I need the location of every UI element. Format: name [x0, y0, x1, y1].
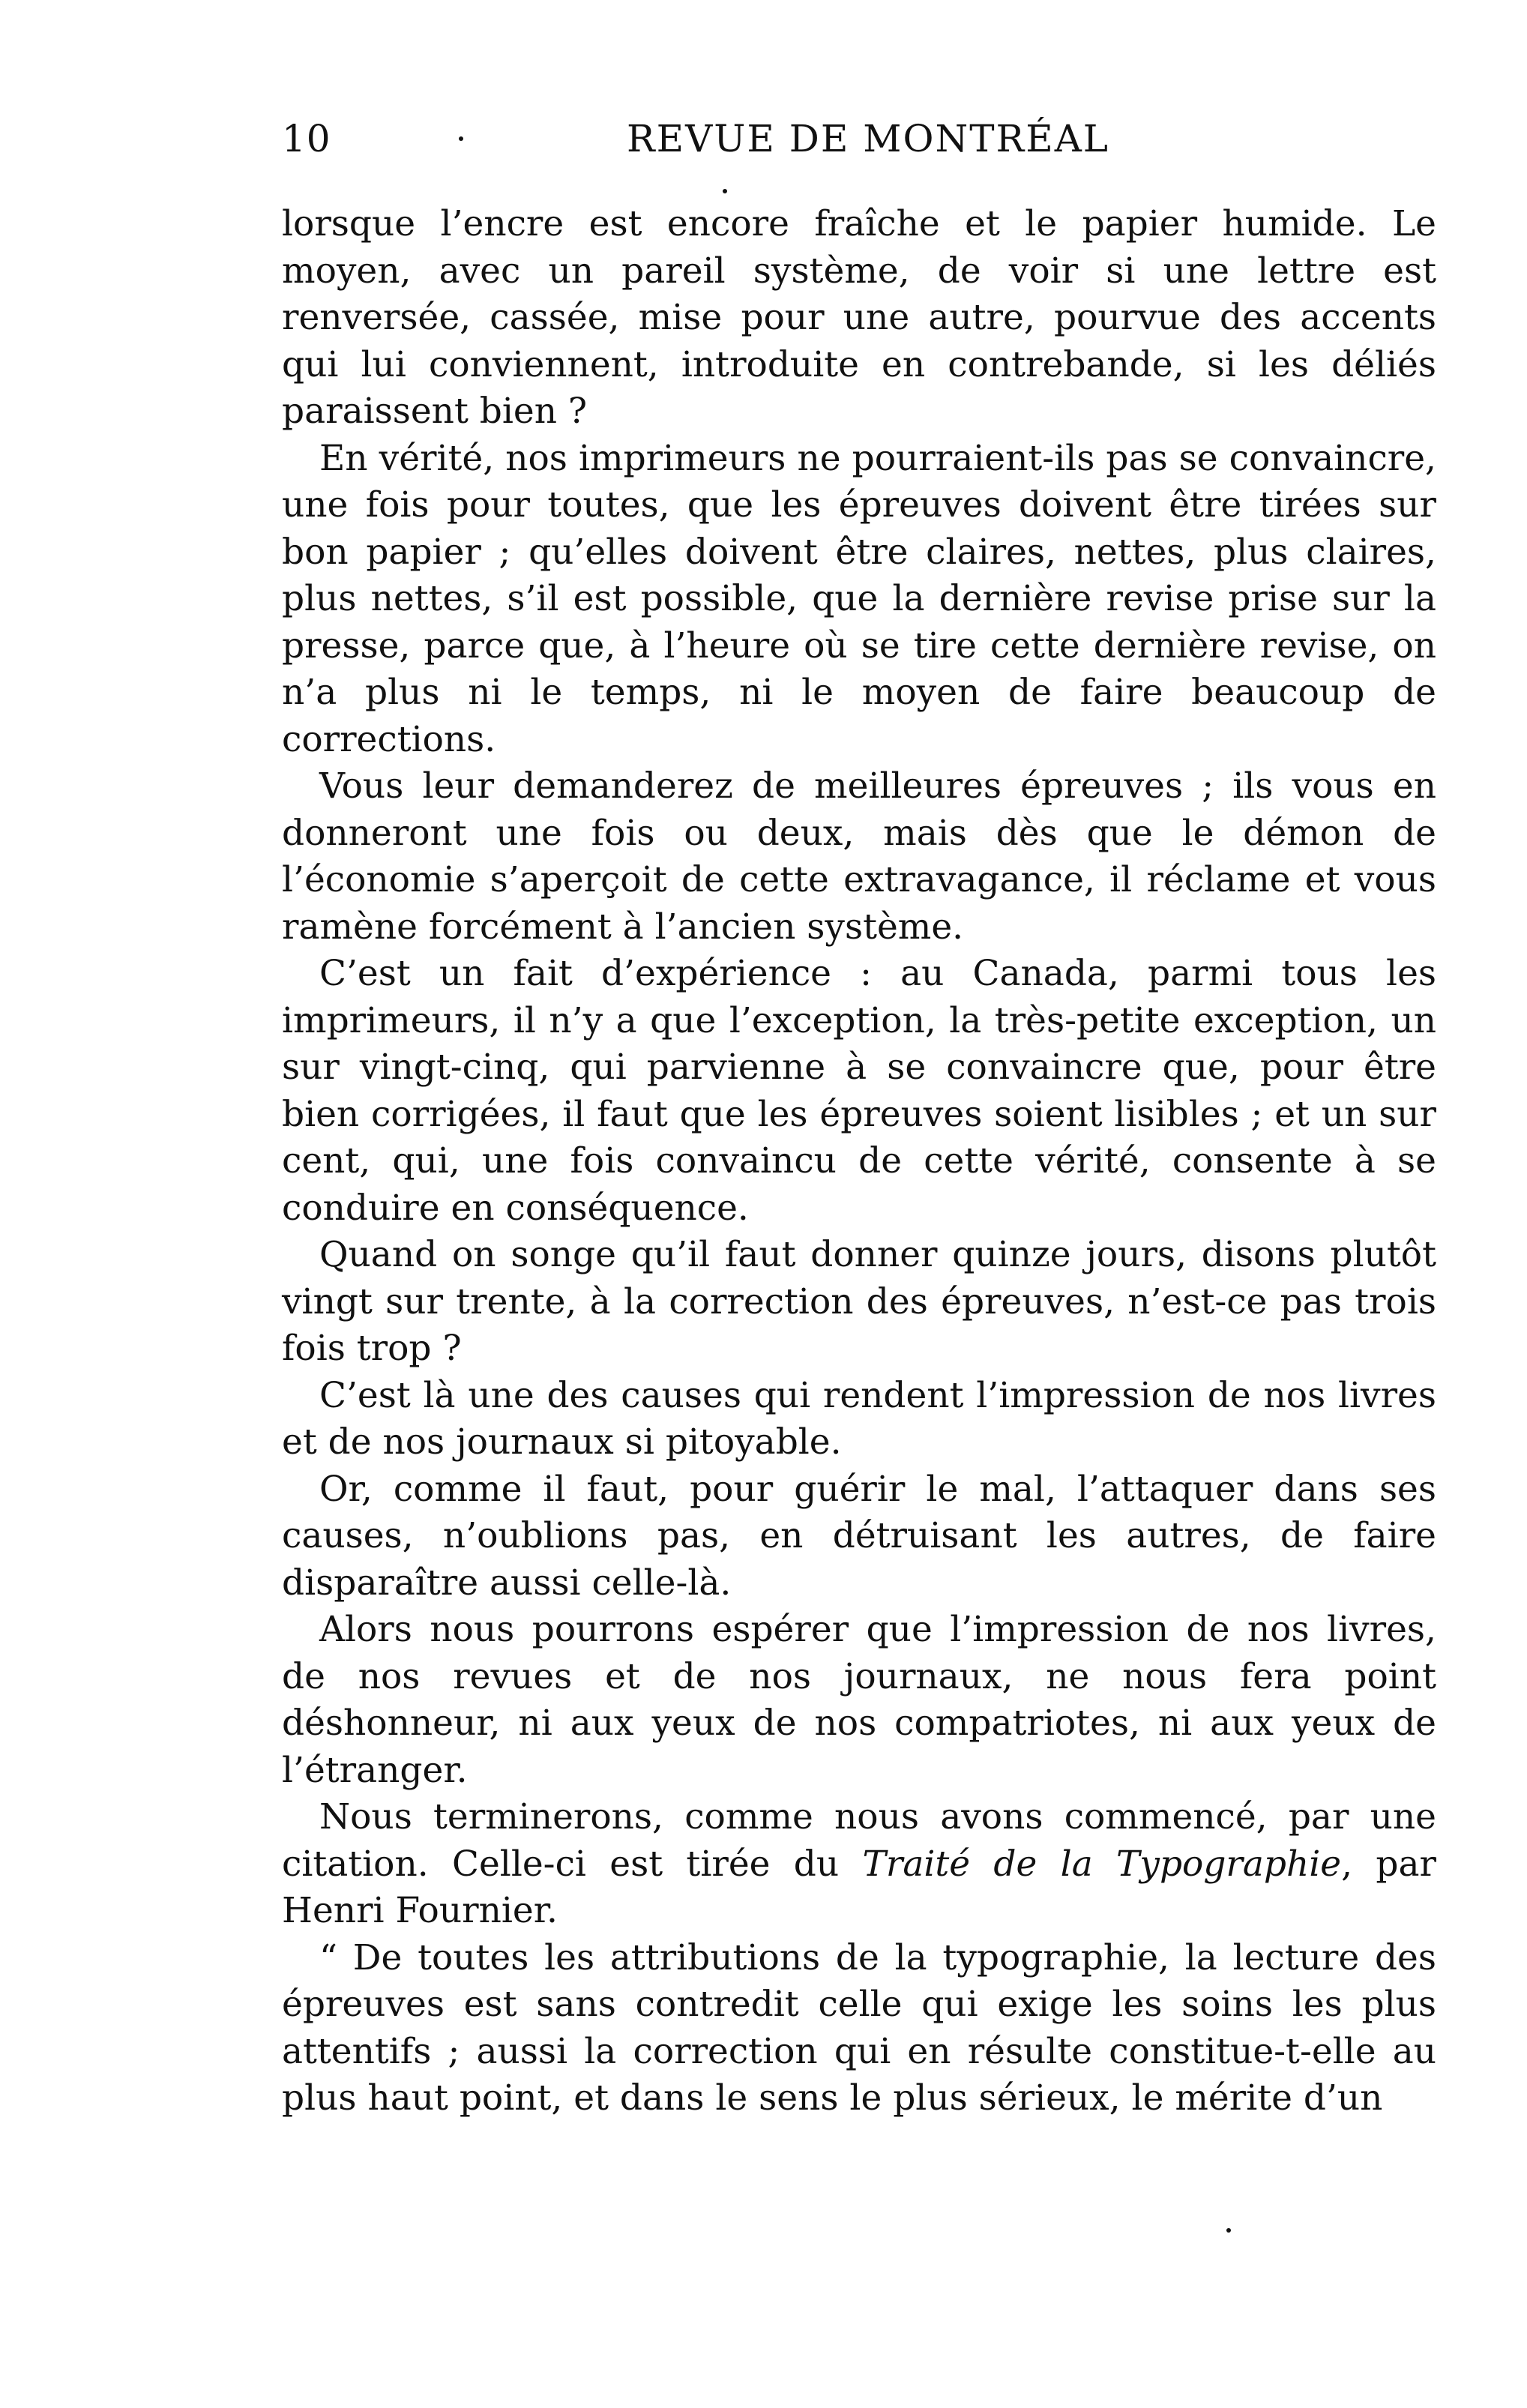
paragraph: Quand on songe qu’il faut donner quinze jours, disons plutôt vingt sur trente, à la correction des épreuves, n’est-ce pas trois fois trop ?	[282, 1234, 1436, 1369]
running-title: REVUE DE MONTRÉAL	[627, 117, 1110, 160]
paragraph: Or, comme il faut, pour guérir le mal, l’attaquer dans ses causes, n’oublions pas, en détruisant les autres, de faire disparaître aussi celle-là.	[282, 1468, 1436, 1604]
paragraph: En vérité, nos imprimeurs ne pourraient-ils pas se convaincre, une fois pour toutes, que les épreuves doivent être tirées sur bon papier ; qu’elles doivent être claires, nettes, plus claires, plus nettes, s’il est possible, que la dernière revise prise sur la presse, parce que, à l’heure où se tire cette dernière revise, on n’a plus ni le temps, ni le moyen de faire beaucoup de corrections.	[282, 437, 1436, 760]
ink-speck	[1226, 2228, 1231, 2233]
paragraph: Alors nous pourrons espérer que l’impression de nos livres, de nos revues et de nos journaux, ne nous fera point déshonneur, ni aux yeux de nos compatriotes, ni aux yeux de l’étranger.	[282, 1609, 1436, 1791]
running-header	[282, 112, 1436, 165]
citation-intro-text: Nous terminerons, comme nous avons commencé, par une citation. Celle-ci est tirée du	[282, 1796, 1436, 1885]
paragraph: lorsque l’encre est encore fraîche et le papier humide. Le moyen, avec un pareil système, de voir si une lettre est renversée, cassée, mise pour une autre, pourvue des accents qui lui conviennent, introduite en contrebande, si les déliés paraissent bien ?	[282, 203, 1436, 432]
book-title: Traité de la Typographie	[862, 1843, 1342, 1885]
ink-speck	[459, 136, 463, 141]
paragraph-citation-intro	[282, 1794, 1436, 1935]
book-page	[282, 112, 1436, 2122]
paragraph: C’est là une des causes qui rendent l’impression de nos livres et de nos journaux si pitoyable.	[282, 1374, 1436, 1463]
ink-speck	[723, 189, 727, 193]
citation-author-text: , par Henri Fournier.	[282, 1843, 1436, 1931]
body-text	[282, 201, 1436, 2122]
paragraph: C’est un fait d’expérience : au Canada, parmi tous les imprimeurs, il n’y a que l’exception, la très-petite exception, un sur vingt-cinq, qui parvienne à se convaincre que, pour être bien corrigées, il faut que les épreuves soient lisibles ; et un sur cent, qui, une fois convaincu de cette vérité, consente à se conduire en conséquence.	[282, 953, 1436, 1229]
paragraph: Vous leur demanderez de meilleures épreuves ; ils vous en donneront une fois ou deux, mais dès que le démon de l’économie s’aperçoit de cette extravagance, il réclame et vous ramène forcément à l’ancien système.	[282, 765, 1436, 948]
page-number: 10	[282, 117, 331, 160]
paragraph-quotation: “ De toutes les attributions de la typographie, la lecture des épreuves est sans contredit celle qui exige les soins les plus attentifs ; aussi la correction qui en résulte constitue-t-elle au plus haut point, et dans le sens le plus sérieux, le mérite d’un	[282, 1936, 1436, 2119]
